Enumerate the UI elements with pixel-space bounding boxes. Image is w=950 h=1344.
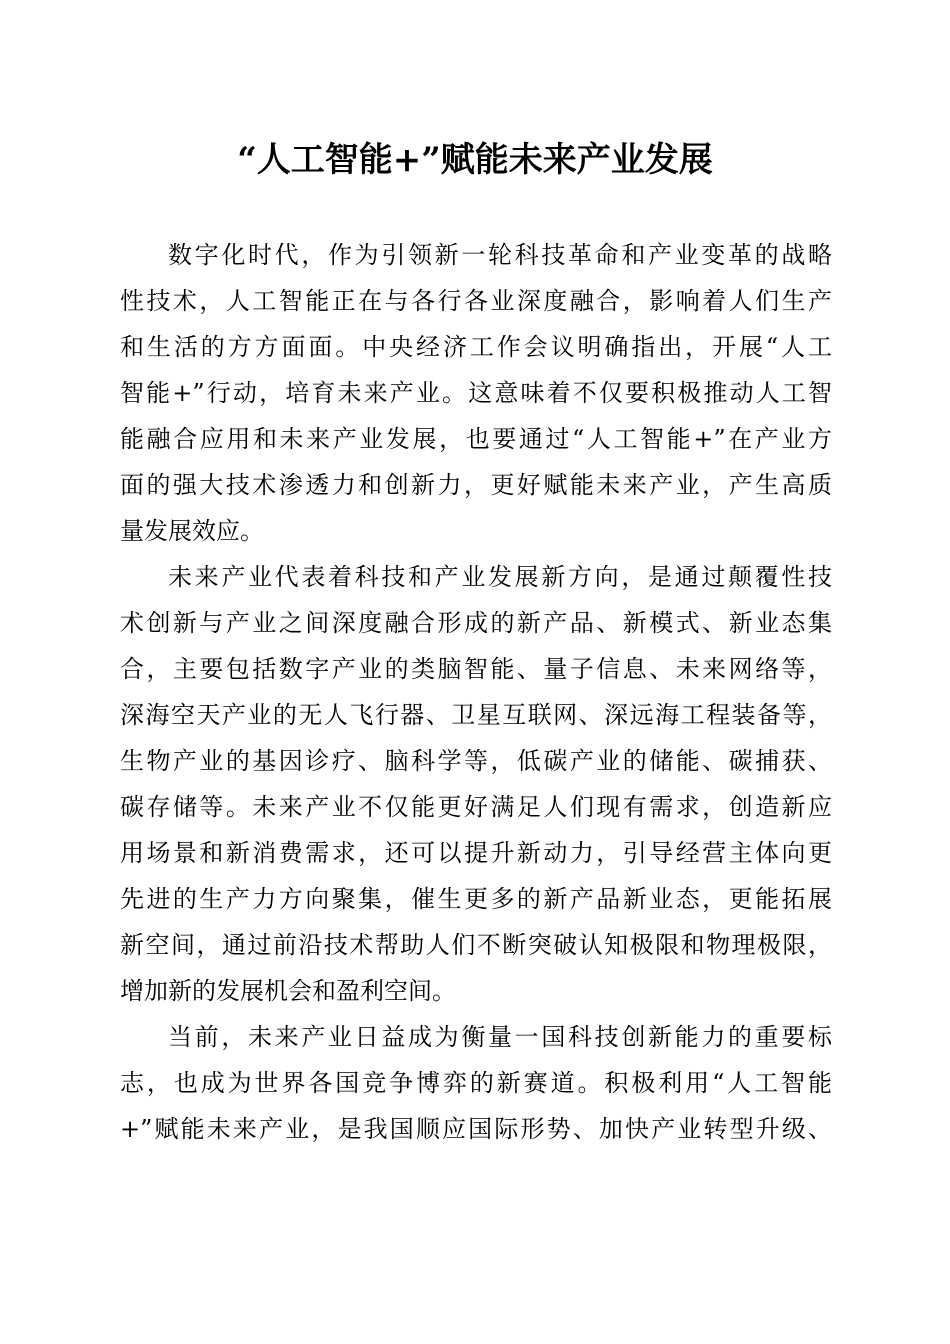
article-body bbox=[120, 232, 832, 1152]
paragraph-2-line-8: 先进的生产力方向聚集，催生更多的新产品新业态，更能拓展 bbox=[120, 885, 832, 913]
paragraph-1-line-1: 数字化时代，作为引领新一轮科技革命和产业变革的战略 bbox=[168, 241, 832, 269]
paragraph-2-line-6: 碳存储等。未来产业不仅能更好满足人们现有需求，创造新应 bbox=[120, 793, 832, 821]
paragraph-3-line-2: 志，也成为世界各国竞争博弈的新赛道。积极利用“人工智能 bbox=[120, 1069, 832, 1097]
paragraph-2-line-5: 生物产业的基因诊疗、脑科学等，低碳产业的储能、碳捕获、 bbox=[120, 747, 832, 775]
paragraph-2-line-1: 未来产业代表着科技和产业发展新方向，是通过颠覆性技 bbox=[168, 563, 832, 591]
paragraph-1-line-2: 性技术，人工智能正在与各行各业深度融合，影响着人们生产 bbox=[120, 287, 832, 315]
paragraph-2-line-3: 合，主要包括数字产业的类脑智能、量子信息、未来网络等， bbox=[120, 655, 832, 683]
paragraph-2-line-7: 用场景和新消费需求，还可以提升新动力，引导经营主体向更 bbox=[120, 839, 832, 867]
article-title: “人工智能+”赋能未来产业发展 bbox=[237, 140, 713, 180]
paragraph-2-line-4: 深海空天产业的无人飞行器、卫星互联网、深远海工程装备等， bbox=[120, 701, 832, 729]
paragraph-2-line-2: 术创新与产业之间深度融合形成的新产品、新模式、新业态集 bbox=[120, 609, 832, 637]
paragraph-1-line-5: 能融合应用和未来产业发展，也要通过“人工智能+”在产业方 bbox=[120, 425, 832, 453]
paragraph-3-line-3: +”赋能未来产业，是我国顺应国际形势、加快产业转型升级、 bbox=[120, 1115, 832, 1143]
paragraph-1-line-7: 量发展效应。 bbox=[120, 517, 264, 545]
paragraph-2-line-9: 新空间，通过前沿技术帮助人们不断突破认知极限和物理极限， bbox=[120, 931, 832, 959]
paragraph-1-line-4: 智能+”行动，培育未来产业。这意味着不仅要积极推动人工智 bbox=[120, 379, 832, 407]
paragraph-3-line-1: 当前，未来产业日益成为衡量一国科技创新能力的重要标 bbox=[168, 1023, 832, 1051]
paragraph-2-line-10: 增加新的发展机会和盈利空间。 bbox=[120, 977, 456, 1005]
paragraph-1-line-3: 和生活的方方面面。中央经济工作会议明确指出，开展“人工 bbox=[120, 333, 832, 361]
paragraph-1-line-6: 面的强大技术渗透力和创新力，更好赋能未来产业，产生高质 bbox=[120, 471, 832, 499]
